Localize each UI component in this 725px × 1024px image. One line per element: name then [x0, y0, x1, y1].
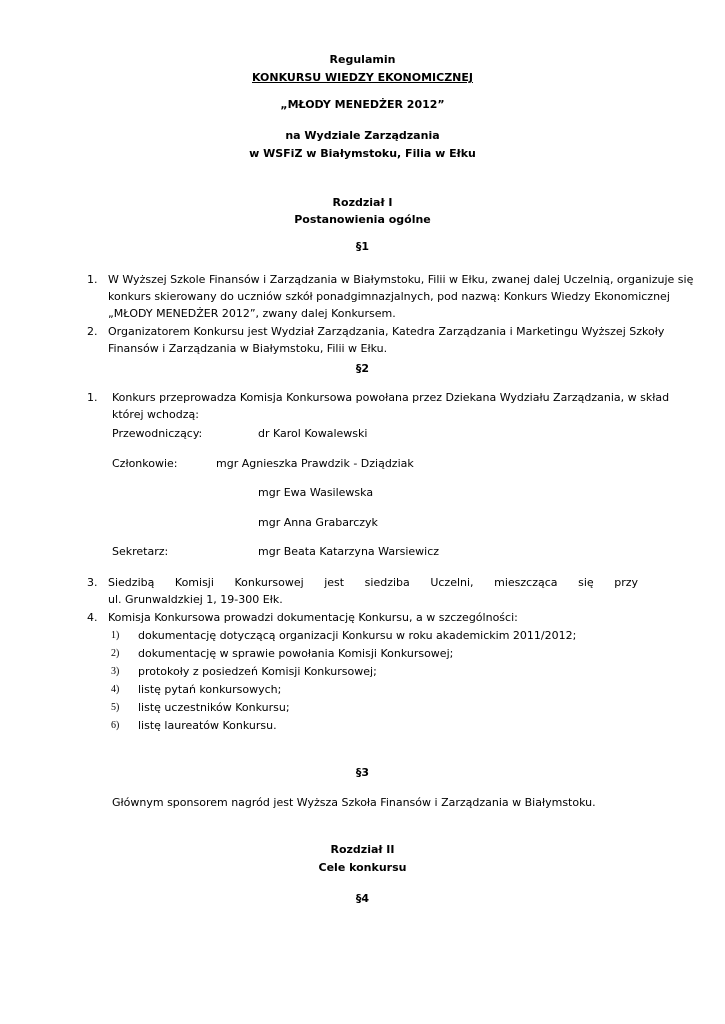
paragraph-text: konkurs skierowany do uczniów szkół ponadgimnazjalnych, pod nazwą: Konkurs Wiedzy Ekonomicznej: [108, 290, 670, 303]
chair-label: Przewodniczący:: [112, 427, 203, 440]
sublist-number: 3): [111, 666, 120, 677]
paragraph-text: której wchodzą:: [112, 408, 199, 421]
sublist-item: dokumentację w sprawie powołania Komisji Konkursowej;: [138, 647, 454, 660]
sublist-number: 6): [111, 720, 120, 731]
sublist-item: protokoły z posiedzeń Komisji Konkursowej;: [138, 665, 377, 678]
list-number: 4.: [87, 611, 98, 624]
list-number: 2.: [87, 325, 98, 338]
member-name: mgr Anna Grabarczyk: [258, 516, 378, 529]
school-line: w WSFiZ w Białymstoku, Filia w Ełku: [249, 147, 476, 160]
paragraph-text: Komisja Konkursowa prowadzi dokumentację Konkursu, a w szczególności:: [108, 611, 518, 624]
sublist-item: dokumentację dotyczącą organizacji Konkursu w roku akademickim 2011/2012;: [138, 629, 577, 642]
chapter-2-title: Rozdział II: [330, 843, 395, 856]
chapter-2-subtitle: Cele konkursu: [318, 861, 407, 874]
sublist-number: 2): [111, 648, 120, 659]
chapter-1-title: Rozdział I: [332, 196, 393, 209]
members-label: Członkowie:: [112, 457, 178, 470]
sublist-number: 5): [111, 702, 120, 713]
paragraph-text: W Wyższej Szkole Finansów i Zarządzania w Białymstoku, Filii w Ełku, zwanej dalej Uczelnią, organizuje się: [108, 273, 694, 286]
paragraph-2-mark: §2: [355, 362, 370, 375]
sublist-item: listę pytań konkursowych;: [138, 683, 282, 696]
chair-name: dr Karol Kowalewski: [258, 427, 368, 440]
paragraph-text: Konkurs przeprowadza Komisja Konkursowa powołana przez Dziekana Wydziału Zarządzania, w skład: [112, 391, 670, 404]
paragraph-text: Siedzibą Komisji Konkursowej jest siedziba Uczelni, mieszcząca się przy: [108, 576, 638, 589]
paragraph-1-mark: §1: [355, 240, 370, 253]
paragraph-4-mark: §4: [355, 892, 370, 905]
paragraph-3-mark: §3: [355, 766, 370, 779]
paragraph-text: Organizatorem Konkursu jest Wydział Zarządzania, Katedra Zarządzania i Marketingu Wyższej Szkoły: [108, 325, 665, 338]
contest-edition: „MŁODY MENEDŻER 2012”: [280, 98, 445, 111]
chapter-1-subtitle: Postanowienia ogólne: [294, 213, 431, 226]
list-number: 1.: [87, 391, 98, 404]
list-number: 1.: [87, 273, 98, 286]
doc-title: Regulamin: [329, 53, 396, 66]
list-number: 3.: [87, 576, 98, 589]
sublist-number: 4): [111, 684, 120, 695]
paragraph-text: Głównym sponsorem nagród jest Wyższa Szkoła Finansów i Zarządzania w Białymstoku.: [112, 796, 596, 809]
faculty-line: na Wydziale Zarządzania: [285, 129, 440, 142]
sublist-number: 1): [111, 630, 120, 641]
sublist-item: listę laureatów Konkursu.: [138, 719, 277, 732]
paragraph-text: Finansów i Zarządzania w Białymstoku, Filii w Ełku.: [108, 342, 388, 355]
secretary-name: mgr Beata Katarzyna Warsiewicz: [258, 545, 440, 558]
sublist-item: listę uczestników Konkursu;: [138, 701, 290, 714]
member-name: mgr Ewa Wasilewska: [258, 486, 374, 499]
paragraph-text: „MŁODY MENEDŻER 2012”, zwany dalej Konkursem.: [108, 307, 396, 320]
paragraph-text: ul. Grunwaldzkiej 1, 19-300 Ełk.: [108, 593, 283, 606]
contest-name: KONKURSU WIEDZY EKONOMICZNEJ: [252, 71, 473, 84]
member-name: mgr Agnieszka Prawdzik - Dziądziak: [216, 457, 414, 470]
secretary-label: Sekretarz:: [112, 545, 169, 558]
